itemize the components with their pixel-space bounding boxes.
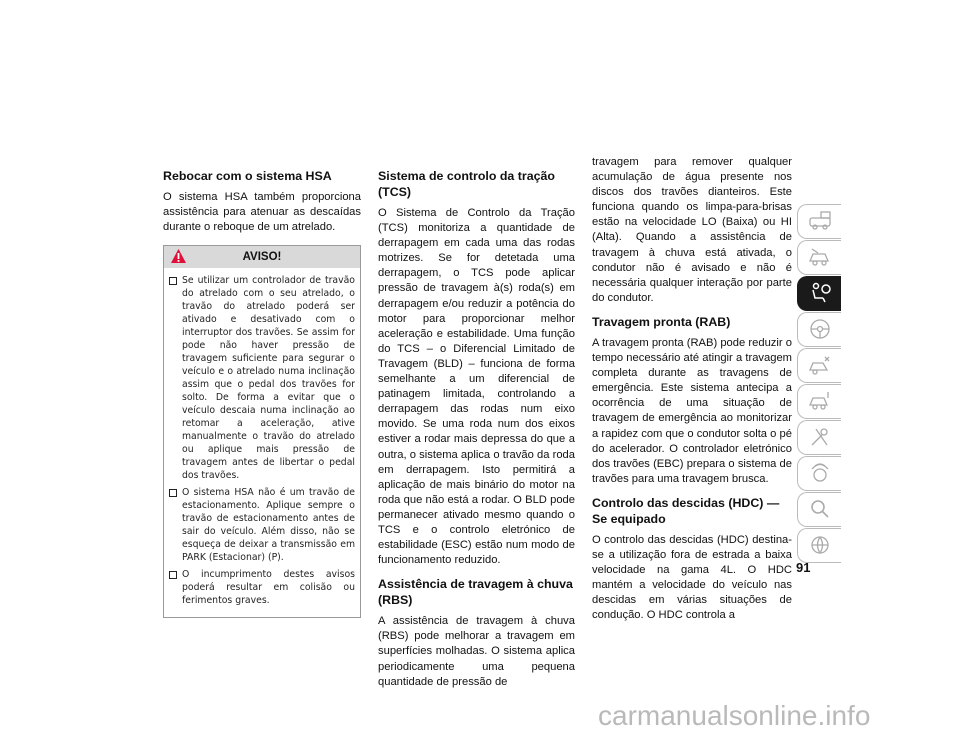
section-heading-hdc: Controlo das descidas (HDC) — Se equipado [592, 495, 780, 526]
checkbox-bullet-icon [169, 571, 177, 579]
warning-header [164, 246, 360, 268]
tab-index[interactable] [797, 492, 841, 527]
tab-driving[interactable] [797, 312, 841, 347]
tab-safety[interactable] [797, 276, 841, 311]
multimedia-icon [807, 461, 833, 485]
steering-wheel-icon [807, 317, 833, 341]
airbag-seat-icon [807, 281, 833, 305]
tab-dashboard[interactable] [797, 204, 841, 239]
car-info-icon [807, 245, 833, 269]
search-icon [807, 497, 833, 521]
tab-multimedia[interactable] [797, 456, 841, 491]
chapter-tabs [797, 204, 841, 564]
car-crash-icon [807, 353, 833, 377]
tools-icon [807, 425, 833, 449]
paragraph-tcs: O Sistema de Controlo da Tração (TCS) monitoriza a quantidade de derrapagem em cada uma das rodas motrizes. Se for detetada uma derrapagem, o TCS pode aplicar pressão de travagem à(s) roda(s) em derrapagem e/ou reduzir a potência do motor para proporcionar melhor aceleração e estabilidade. Uma função do TCS – o Diferencial Limitado de Travagem (BLD) – funciona de forma semelhante a um diferencial de patinagem limitada, controlando a derrapagem das rodas num eixo movido. Se uma roda num dos eixos estiver a rodar mais depressa do que a outra, o sistema aplica o travão da roda em derrapagem. Isto permitirá a aplicação de mais binário do motor na roda que não está a rodar. O BLD pode permanecer ativado mesmo quando o TCS e o controlo eletrónico de estabilidade (ESC) estão num modo de funcionamento reduzido. [378, 207, 575, 567]
column-3 [592, 156, 792, 631]
car-service-icon [807, 389, 833, 413]
column-1 [163, 168, 361, 618]
paragraph-rbs-continued: travagem para remover qualquer acumulação de água presente nos discos dos travões dianteiros. Este funciona quando os limpa-para-brisas estão na velocidade LO (Baixa) ou HI (Alta). Quando a assistência de travagem à chuva está ativada, o condutor não é avisado e não é necessária qualquer interação por parte do condutor. [592, 156, 792, 304]
tab-languages[interactable] [797, 528, 841, 563]
page-number: 91 [796, 560, 811, 575]
warning-item: O incumprimento destes avisos poderá resultar em colisão ou ferimentos graves. [169, 568, 355, 607]
section-heading-hsa: Rebocar com o sistema HSA [163, 169, 332, 183]
languages-icon [807, 533, 833, 557]
watermark: carmanualsonline.info [598, 700, 871, 731]
paragraph-rab: A travagem pronta (RAB) pode reduzir o tempo necessário até atingir a travagem completa durante as travagens de emergência. Este sistema antecipa a ocorrência de uma situação de travagem de emergência ao monitorizar a rapidez com que o condutor solta o pé do acelerador. O controlador eletrónico dos travões (EBC) prepara o sistema de travões para uma travagem brusca. [592, 336, 792, 485]
paragraph-hdc: O controlo das descidas (HDC) destina-se a utilização fora de estrada a baixa velocidade na gama 4L. O HDC mantém a velocidade do veículo nas descidas em várias situações de condução. O HDC controla a [592, 533, 792, 622]
paragraph-rbs: A assistência de travagem à chuva (RBS) pode melhorar a travagem em superfícies molhadas. O sistema aplica periodicamente uma pequena quantidade de pressão de [378, 615, 575, 688]
section-heading-rbs: Assistência de travagem à chuva (RBS) [378, 577, 573, 608]
tab-technical[interactable] [797, 420, 841, 455]
car-dashboard-icon [807, 209, 833, 233]
paragraph-hsa: O sistema HSA também proporciona assistência para atenuar as descaídas durante o reboque de um atrelado. [163, 191, 361, 234]
tab-emergency[interactable] [797, 348, 841, 383]
column-2 [378, 168, 575, 698]
warning-item: O sistema HSA não é um travão de estacionamento. Aplique sempre o travão de estacionamento antes de sair do veículo. Além disso, não se esqueça de deixar a transmissão em PARK (Estacionar) (P). [169, 486, 355, 564]
warning-triangle-icon [170, 248, 187, 264]
section-heading-rab: Travagem pronta (RAB) [592, 314, 731, 329]
tab-info[interactable] [797, 240, 841, 275]
tab-service[interactable] [797, 384, 841, 419]
warning-title: AVISO! [242, 251, 282, 264]
checkbox-bullet-icon [169, 277, 177, 285]
warning-box [163, 245, 361, 618]
checkbox-bullet-icon [169, 489, 177, 497]
section-heading-tcs: Sistema de controlo da tração (TCS) [378, 169, 555, 199]
warning-item: Se utilizar um controlador de travão do atrelado com o seu atrelado, o travão do atrelado poderá ser ativado e desativado com o interruptor dos travões. Se assim for pode não haver pressão de travagem suficiente para segurar o veículo e o atrelado numa inclinação assim que o pedal dos travões for solto. De forma a evitar que o veículo descaia numa inclinação ao retomar a aceleração, ative manualmente o travão do atrelado ou aplique mais pressão de travagem antes de libertar o pedal dos travões. [169, 274, 355, 482]
warning-list [164, 268, 360, 617]
